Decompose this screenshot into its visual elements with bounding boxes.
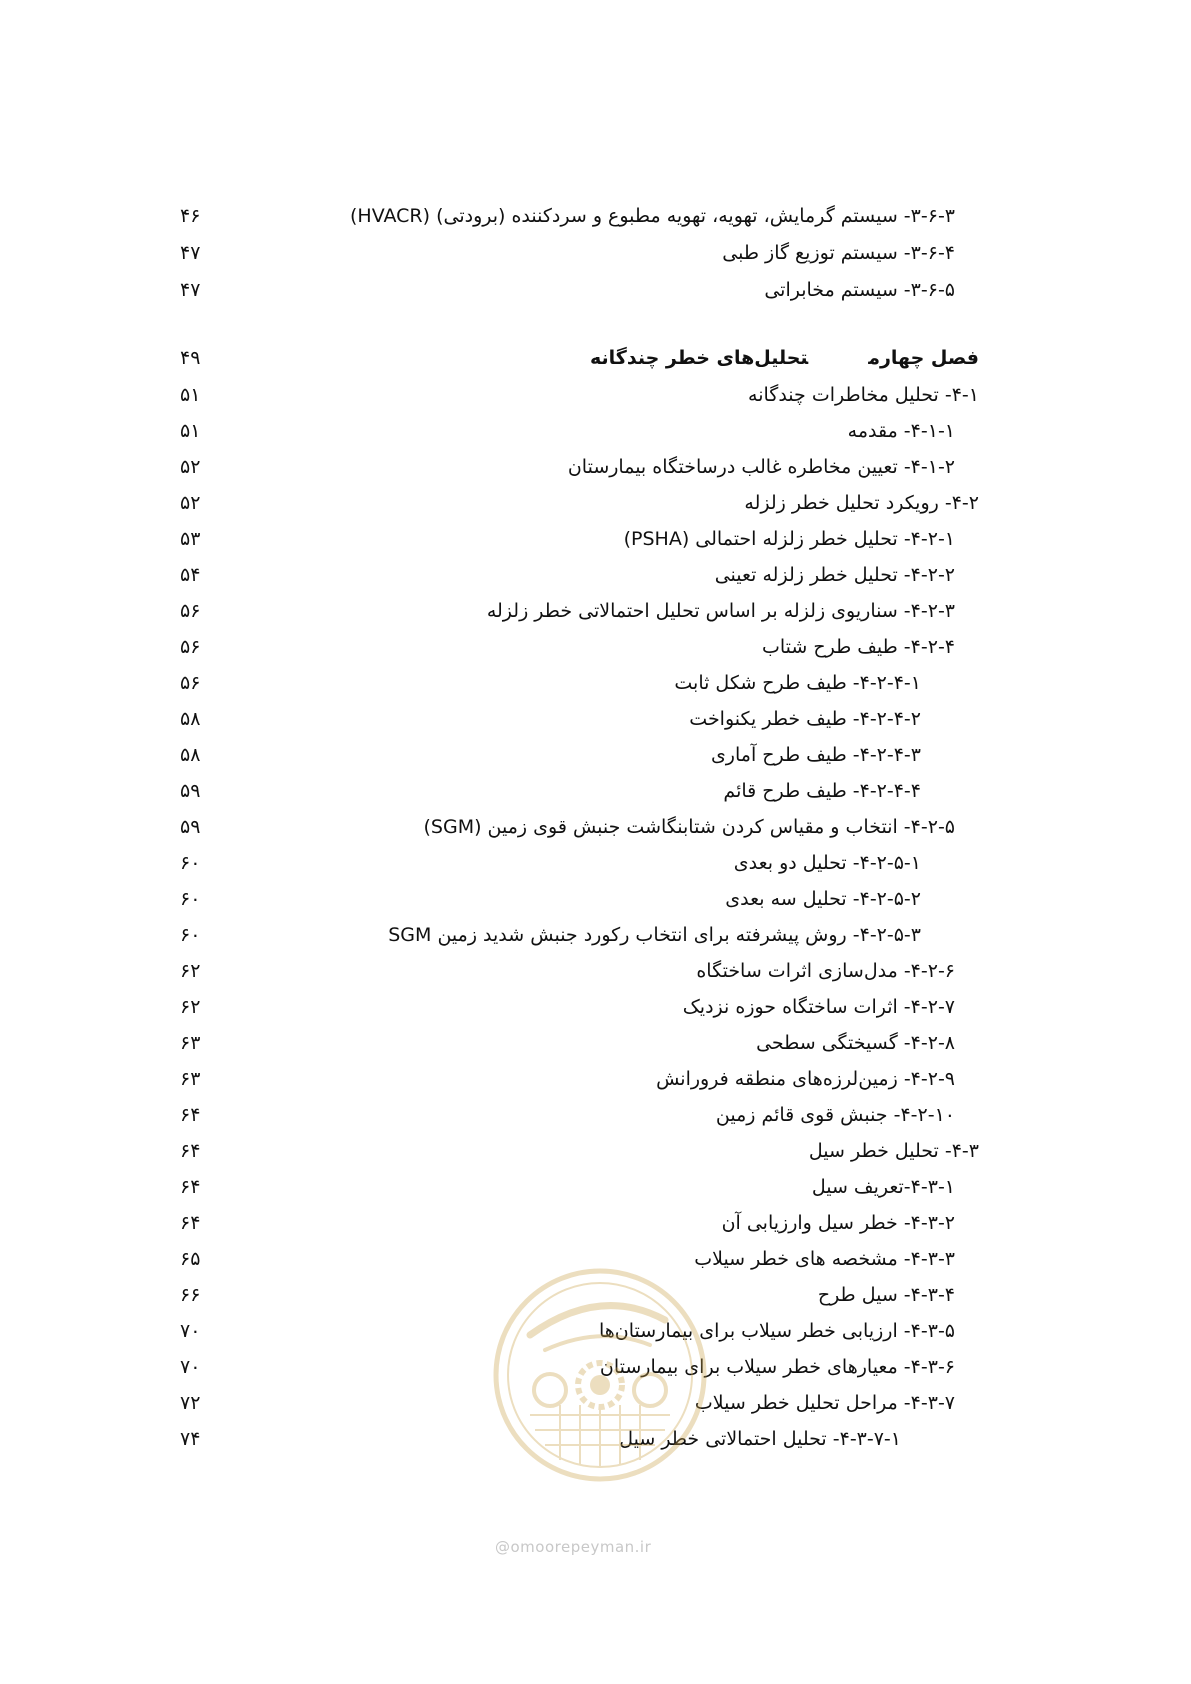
toc-entry-title: ۴-۳-۵- ارزیابی خطر سیلاب برای بیمارستان‌ها bbox=[598, 1320, 955, 1342]
toc-page-number: ۶۶ bbox=[180, 1284, 201, 1306]
chapter-title: تحلیل‌های خطر چندگانه bbox=[590, 347, 809, 369]
toc-entry-title: ۴-۲-۳- سناریوی زلزله بر اساس تحلیل احتمالاتی خطر زلزله bbox=[486, 600, 955, 622]
toc-entry-title: ۴-۲-۴- طیف طرح شتاب bbox=[761, 636, 955, 658]
toc-entry-title: ۴-۳-۴- سیل طرح bbox=[817, 1284, 955, 1306]
toc-entry-title: ۳-۶-۴- سیستم توزیع گاز طبی bbox=[722, 242, 955, 264]
toc-entry-title: ۴-۳-۱-تعریف سیل bbox=[811, 1176, 955, 1198]
toc-page-number: ۵۸ bbox=[180, 744, 201, 766]
toc-entry-title: ۴-۲- رویکرد تحلیل خطر زلزله bbox=[744, 492, 979, 514]
toc-row[interactable] bbox=[0, 954, 1191, 988]
toc-page-number: ۶۰ bbox=[180, 852, 201, 874]
toc-page-number: ۶۵ bbox=[180, 1248, 201, 1270]
toc-page-number: ۶۳ bbox=[180, 1068, 201, 1090]
toc-row[interactable] bbox=[0, 666, 1191, 700]
toc-row[interactable] bbox=[0, 273, 1191, 307]
toc-entry-title: ۴-۲-۵-۱- تحلیل دو بعدی bbox=[733, 852, 921, 874]
toc-page-number: ۶۳ bbox=[180, 1032, 201, 1054]
toc-page-number: ۴۷ bbox=[180, 279, 201, 301]
toc-row[interactable] bbox=[0, 702, 1191, 736]
toc-entry-title: ۴-۲-۴-۳- طیف طرح آماری bbox=[710, 744, 921, 766]
toc-page-number: ۴۶ bbox=[180, 205, 201, 227]
toc-page-number: ۵۱ bbox=[180, 384, 201, 406]
toc-row[interactable] bbox=[0, 199, 1191, 233]
toc-row[interactable] bbox=[0, 918, 1191, 952]
toc-row[interactable] bbox=[0, 990, 1191, 1024]
toc-page-number: ۶۴ bbox=[180, 1176, 201, 1198]
toc-page-number: ۴۷ bbox=[180, 242, 201, 264]
toc-entry-title: ۴-۳- تحلیل خطر سیل bbox=[808, 1140, 979, 1162]
toc-row[interactable] bbox=[0, 378, 1191, 412]
toc-page-number: ۶۴ bbox=[180, 1140, 201, 1162]
toc-page-number: ۵۶ bbox=[180, 672, 201, 694]
toc-page-number: ۴۹ bbox=[180, 347, 201, 369]
toc-row[interactable] bbox=[0, 414, 1191, 448]
toc-entry-title: ۴-۲-۷- اثرات ساختگاه حوزه نزدیک bbox=[682, 996, 955, 1018]
toc-entry-title: ۴-۱-۱- مقدمه bbox=[847, 420, 955, 442]
toc-page-number: ۶۴ bbox=[180, 1104, 201, 1126]
toc-entry-title: ۴-۲-۸- گسیختگی سطحی bbox=[756, 1032, 955, 1054]
toc-row[interactable] bbox=[0, 594, 1191, 628]
toc-entry-title: ۴-۳-۶- معیارهای خطر سیلاب برای بیمارستان bbox=[599, 1356, 955, 1378]
toc-entry-title: ۴-۲-۲- تحلیل خطر زلزله تعینی bbox=[714, 564, 955, 586]
toc-page-number: ۷۲ bbox=[180, 1392, 201, 1414]
toc-page-number: ۶۲ bbox=[180, 960, 201, 982]
toc-page-number: ۵۳ bbox=[180, 528, 201, 550]
toc-row[interactable] bbox=[0, 846, 1191, 880]
toc-page-number: ۵۹ bbox=[180, 816, 201, 838]
watermark-url: @omoorepeyman.ir bbox=[495, 1538, 652, 1556]
toc-entry-title: ۴-۲-۴-۴- طیف طرح قائم bbox=[723, 780, 921, 802]
watermark-logo-icon bbox=[490, 1265, 710, 1485]
toc-page-number: ۷۰ bbox=[180, 1320, 201, 1342]
toc-entry-title: ۴-۲-۹- زمین‌لرزه‌های منطقه فرورانش bbox=[656, 1068, 955, 1090]
toc-row[interactable] bbox=[0, 810, 1191, 844]
toc-entry-title: ۳-۶-۵- سیستم مخابراتی bbox=[764, 279, 955, 301]
toc-page-number: ۶۰ bbox=[180, 924, 201, 946]
toc-entry-title: ۴-۳-۷-۱- تحلیل احتمالاتی خطر سیل bbox=[619, 1428, 901, 1450]
toc-page-number: ۵۲ bbox=[180, 492, 201, 514]
toc-page-number: ۵۲ bbox=[180, 456, 201, 478]
toc-entry-title: ۴-۲-۱۰- جنبش قوی قائم زمین bbox=[715, 1104, 955, 1126]
toc-entry-title: ۴-۱-۲- تعیین مخاطره غالب درساختگاه بیمارستان bbox=[567, 456, 955, 478]
toc-entry-title: ۴-۱- تحلیل مخاطرات چندگانه bbox=[748, 384, 979, 406]
toc-row[interactable] bbox=[0, 1206, 1191, 1240]
toc-row[interactable] bbox=[0, 1026, 1191, 1060]
toc-row[interactable] bbox=[0, 630, 1191, 664]
toc-entry-title: ۴-۲-۴-۱- طیف طرح شکل ثابت bbox=[674, 672, 921, 694]
chapter-heading bbox=[590, 341, 979, 375]
toc-page-number: ۵۸ bbox=[180, 708, 201, 730]
toc-row[interactable] bbox=[0, 522, 1191, 556]
toc-page-number: ۶۴ bbox=[180, 1212, 201, 1234]
toc-row[interactable] bbox=[0, 1170, 1191, 1204]
toc-entry-title: ۴-۲-۱- تحلیل خطر زلزله احتمالی (PSHA) bbox=[623, 528, 955, 550]
toc-page-number: ۵۶ bbox=[180, 636, 201, 658]
chapter-label: فصل چهارم bbox=[868, 347, 979, 369]
toc-page-number: ۵۴ bbox=[180, 564, 201, 586]
toc-entry-title: ۴-۳-۳- مشخصه های خطر سیلاب bbox=[694, 1248, 955, 1270]
toc-row[interactable] bbox=[0, 486, 1191, 520]
toc-row[interactable] bbox=[0, 1134, 1191, 1168]
toc-entry-title: ۳-۶-۳- سیستم گرمایش، تهویه، تهویه مطبوع و سردکننده (برودتی) (HVACR) bbox=[350, 205, 955, 227]
toc-page-number: ۶۲ bbox=[180, 996, 201, 1018]
toc-entry-title: ۴-۳-۲- خطر سیل وارزیابی آن bbox=[721, 1212, 955, 1234]
toc-entry-title: ۴-۲-۴-۲- طیف خطر یکنواخت bbox=[689, 708, 921, 730]
toc-page-number: ۵۶ bbox=[180, 600, 201, 622]
toc-row[interactable] bbox=[0, 450, 1191, 484]
toc-page-number: ۷۰ bbox=[180, 1356, 201, 1378]
toc-page-number: ۵۹ bbox=[180, 780, 201, 802]
toc-page-number: ۶۰ bbox=[180, 888, 201, 910]
toc-entry-title: ۴-۳-۷- مراحل تحلیل خطر سیلاب bbox=[694, 1392, 955, 1414]
toc-row[interactable] bbox=[0, 558, 1191, 592]
toc-page-number: ۵۱ bbox=[180, 420, 201, 442]
chapter-heading-row[interactable] bbox=[0, 341, 1191, 375]
toc-entry-title: ۴-۲-۵-۳- روش پیشرفته برای انتخاب رکورد جنبش شدید زمین SGM bbox=[388, 924, 921, 946]
toc-page-number: ۷۴ bbox=[180, 1428, 201, 1450]
toc-entry-title: ۴-۲-۵- انتخاب و مقیاس کردن شتابنگاشت جنبش قوی زمین (SGM) bbox=[423, 816, 955, 838]
toc-row[interactable] bbox=[0, 1062, 1191, 1096]
toc-entry-title: ۴-۲-۶- مدل‌سازی اثرات ساختگاه bbox=[696, 960, 955, 982]
toc-row[interactable] bbox=[0, 882, 1191, 916]
toc-row[interactable] bbox=[0, 774, 1191, 808]
toc-entry-title: ۴-۲-۵-۲- تحلیل سه بعدی bbox=[725, 888, 921, 910]
toc-row[interactable] bbox=[0, 236, 1191, 270]
toc-row[interactable] bbox=[0, 1098, 1191, 1132]
toc-row[interactable] bbox=[0, 738, 1191, 772]
